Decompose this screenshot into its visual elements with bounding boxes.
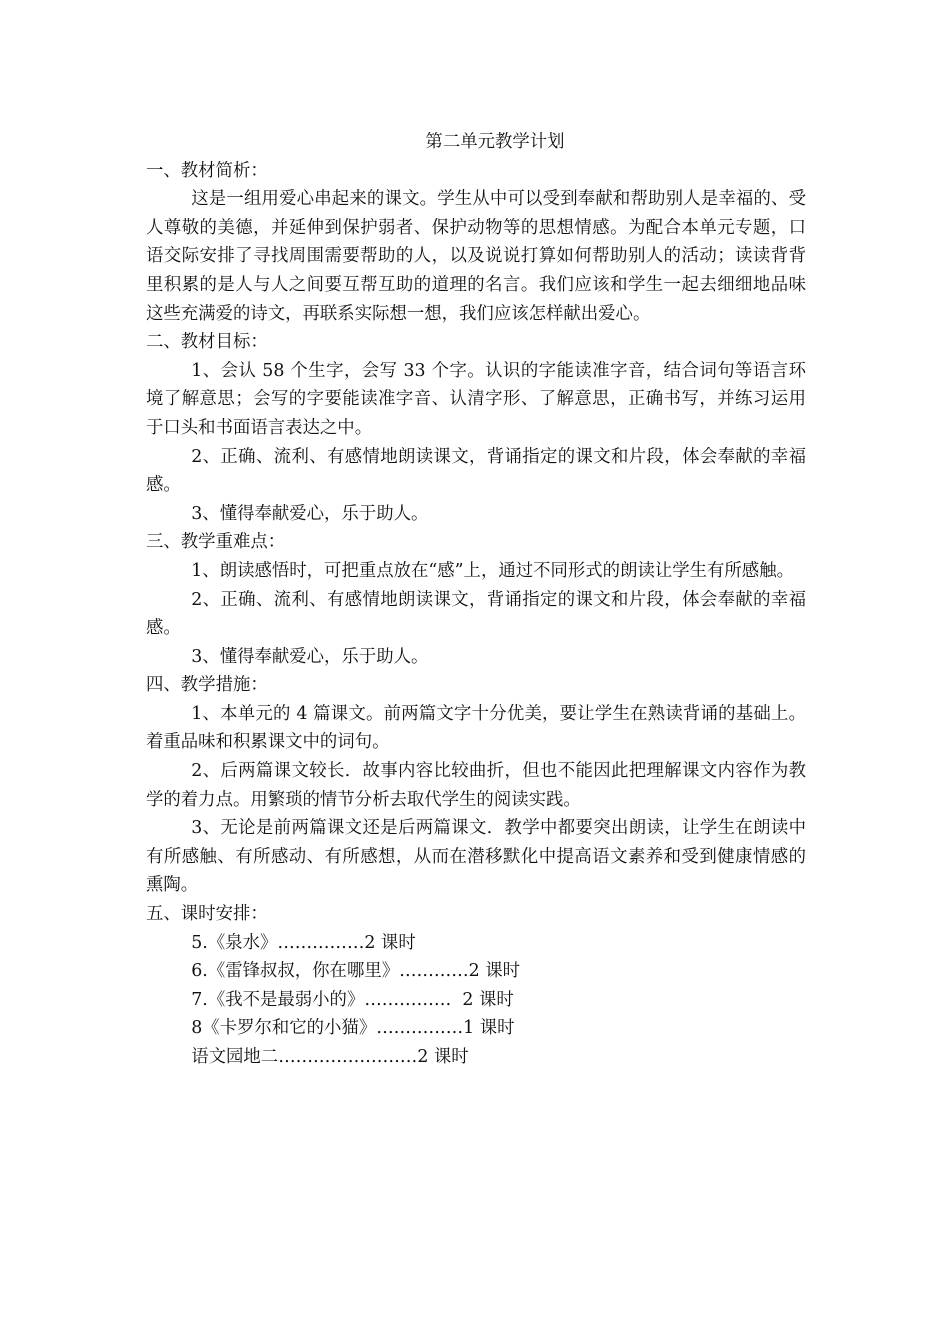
section-textbook-analysis [146, 157, 806, 329]
paragraph: 1、本单元的 4 篇课文。前两篇文字十分优美，要让学生在熟读背诵的基础上。着重品味和积累课文中的词句。 [146, 703, 806, 753]
section-teaching-goals [146, 328, 806, 528]
paragraph: 这是一组用爱心串起来的课文。学生从中可以受到奉献和帮助别人是幸福的、受人尊敬的美德，并延伸到保护弱者、保护动物等的思想情感。为配合本单元专题，口语交际安排了寻找周围需要帮助的人，以及说说打算如何帮助别人的活动；读读背背里积累的是人与人之间要互帮互助的道理的名言。我们应该和学生一起去细细地品味这些充满爱的诗文，再联系实际想一想，我们应该怎样献出爱心。 [146, 189, 806, 324]
section-class-schedule [146, 900, 806, 1072]
schedule-item: 5.《泉水》……………2 课时 [191, 932, 416, 953]
schedule-item: 语文园地二……………………2 课时 [191, 1047, 469, 1067]
section-heading: 一、教材简析： [146, 160, 268, 181]
section-key-points [146, 528, 806, 671]
paragraph: 1、朗读感悟时，可把重点放在“感”上，通过不同形式的朗读让学生有所感触。 [191, 560, 794, 581]
paragraph: 1、会认 58 个生字，会写 33 个字。认识的字能读准字音，结合词句等语言环境了解意思；会写的字要能读准字音、认清字形、了解意思，正确书写，并练习运用于口头和书面语言表达之中。 [146, 360, 806, 438]
paragraph: 3、懂得奉献爱心，乐于助人。 [191, 503, 429, 524]
section-heading: 五、课时安排： [146, 904, 268, 925]
section-heading: 三、教学重难点： [146, 532, 286, 553]
schedule-item: 7.《我不是最弱小的》…………… 2 课时 [191, 989, 514, 1010]
paragraph: 2、后两篇课文较长．故事内容比较曲折，但也不能因此把理解课文内容作为教学的着力点。用繁琐的情节分析去取代学生的阅读实践。 [146, 761, 806, 810]
paragraph: 2、正确、流利、有感情地朗读课文，背诵指定的课文和片段，体会奉献的幸福感。 [146, 589, 806, 639]
document-title: 第二单元教学计划 [425, 132, 565, 152]
paragraph: 2、正确、流利、有感情地朗读课文，背诵指定的课文和片段，体会奉献的幸福感。 [146, 446, 806, 496]
section-teaching-measures [146, 671, 806, 900]
schedule-item: 8《卡罗尔和它的小猫》……………1 课时 [191, 1018, 515, 1039]
schedule-item: 6.《雷锋叔叔，你在哪里》…………2 课时 [191, 961, 521, 982]
section-heading: 二、教材目标： [146, 332, 268, 353]
schedule-list [146, 929, 806, 1072]
document-body [146, 128, 806, 1072]
paragraph: 3、无论是前两篇课文还是后两篇课文．教学中都要突出朗读，让学生在朗读中有所感触、有所感动、有所感想，从而在潜移默化中提高语文素养和受到健康情感的熏陶。 [146, 818, 806, 896]
paragraph: 3、懂得奉献爱心，乐于助人。 [191, 646, 429, 667]
section-heading: 四、教学措施： [146, 675, 268, 696]
